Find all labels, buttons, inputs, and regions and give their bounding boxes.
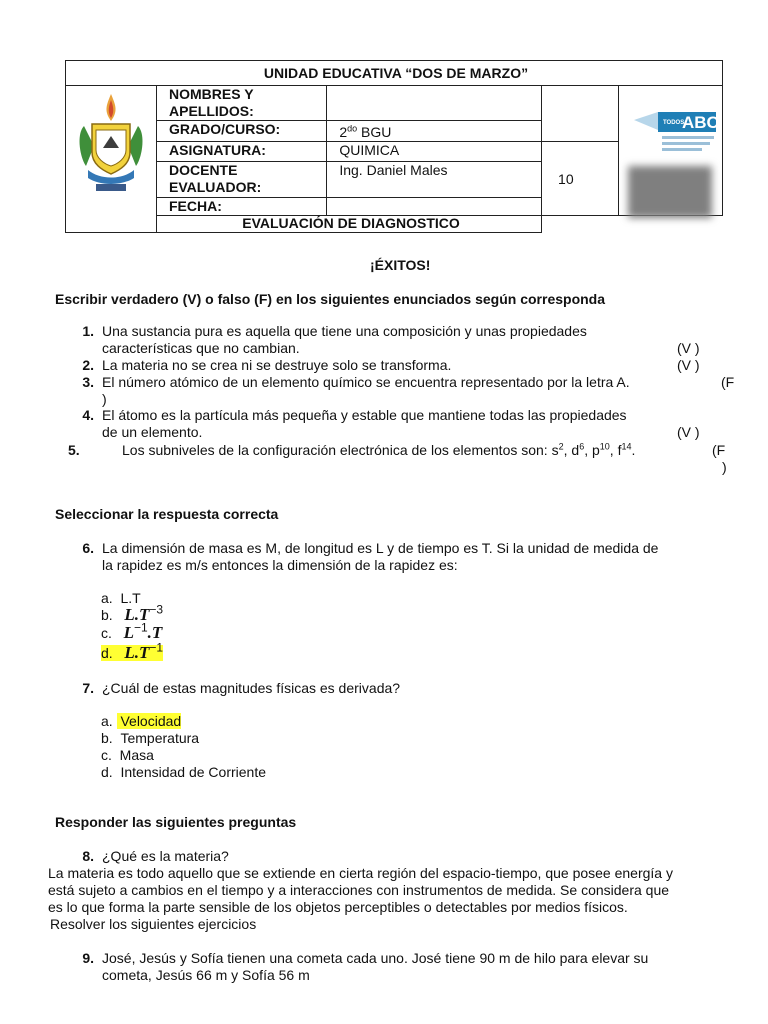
q3-answer-open[interactable]: (F [721, 374, 735, 390]
names-value[interactable] [327, 86, 542, 121]
q6-option-a[interactable]: a. L.T [101, 590, 141, 606]
q7-option-a[interactable]: a. Velocidad [101, 713, 182, 729]
answer-line3: es lo que forma la parte sensible de los objetos perceptibles o detectables por medios físicos. [48, 899, 628, 915]
q8-text: ¿Qué es la materia? [102, 848, 229, 864]
section1-title: Escribir verdadero (V) o falso (F) en los siguientes enunciados según corresponda [55, 291, 606, 307]
q4-text-line2: de un elemento. [102, 424, 203, 440]
q3-answer-close: ) [102, 391, 107, 407]
answer-line1: La materia es todo aquello que se extiende en cierta región del espacio-tiempo, que posee energía y [48, 865, 673, 881]
subject-label: ASIGNATURA: [157, 142, 327, 162]
q5-answer-open[interactable]: (F [712, 442, 726, 458]
subject-value: QUIMICA [327, 142, 542, 162]
q9-number: 9. [82, 950, 94, 966]
school-name: UNIDAD EDUCATIVA “DOS DE MARZO” [66, 61, 723, 86]
header-table [65, 60, 723, 233]
section2-title: Seleccionar la respuesta correcta [55, 506, 279, 522]
abc-logo-small: TODOS [663, 120, 685, 126]
q9-text-line1: José, Jesús y Sofía tienen una cometa cada uno. José tiene 90 m de hilo para elevar su [102, 950, 649, 966]
answer-line2: está sujeto a cambios en el tiempo y a interacciones con instrumentos de medida. Se considera que [48, 882, 670, 898]
q7-option-d[interactable]: d. Intensidad de Corriente [101, 764, 267, 780]
q4-number: 4. [82, 407, 94, 423]
q9-text-line2: cometa, Jesús 66 m y Sofía 56 m [102, 967, 310, 983]
q2-number: 2. [82, 357, 94, 373]
q5-answer-close: ) [722, 459, 727, 475]
q4-text-line1: El átomo es la partícula más pequeña y estable que mantiene todas las propiedades [102, 407, 627, 423]
abc-logo [632, 108, 720, 160]
evaluation-title: EVALUACIÓN DE DIAGNOSTICO [157, 216, 542, 233]
score-header-cell [542, 86, 619, 142]
names-label: NOMBRES Y APELLIDOS: [157, 86, 327, 121]
q6-number: 6. [82, 540, 94, 556]
q1-number: 1. [82, 323, 94, 339]
q1-text-line1: Una sustancia pura es aquella que tiene una composición y unas propiedades [102, 323, 587, 339]
teacher-value: Ing. Daniel Males [327, 162, 542, 198]
date-label: FECHA: [157, 198, 327, 216]
q7-option-b[interactable]: b. Temperatura [101, 730, 200, 746]
q1-answer[interactable]: (V ) [677, 340, 700, 356]
q6-text-line2: la rapidez es m/s entonces la dimensión de la rapidez es: [102, 557, 458, 573]
q5-number: 5. [68, 442, 80, 458]
q6-option-c[interactable]: c. $L^{-1}.T$ [101, 620, 163, 642]
answer-line4: Resolver los siguientes ejercicios [50, 916, 257, 932]
date-value[interactable] [327, 198, 542, 216]
teacher-label: DOCENTE EVALUADOR: [157, 162, 327, 198]
q1-text-line2: características que no cambian. [102, 340, 300, 356]
q7-option-c[interactable]: c. Masa [101, 747, 154, 763]
grade-value: $2^{do}$ BGU [327, 121, 542, 142]
q7-text: ¿Cuál de estas magnitudes físicas es derivada? [102, 680, 401, 696]
q8-number: 8. [82, 848, 94, 864]
q4-answer[interactable]: (V ) [677, 424, 700, 440]
grade-label: GRADO/CURSO: [157, 121, 327, 142]
score-value: 10 [542, 142, 619, 216]
school-crest-cell [66, 86, 157, 233]
q7-number: 7. [82, 680, 94, 696]
q2-text: La materia no se crea ni se destruye solo se transforma. [102, 357, 452, 373]
section3-title: Responder las siguientes preguntas [55, 814, 297, 830]
q3-number: 3. [82, 374, 94, 390]
q3-text: El número atómico de un elemento químico se encuentra representado por la letra A. [102, 374, 630, 390]
abc-logo-text: ABC [682, 113, 719, 132]
school-crest-icon [66, 86, 156, 206]
pixelated-image [628, 166, 712, 218]
q6-text-line1: La dimensión de masa es M, de longitud es L y de tiempo es T. Si la unidad de medida de [102, 540, 659, 556]
q6-option-b[interactable]: b. $L.T^{-3}$ [101, 602, 164, 624]
greeting: ¡ÉXITOS! [370, 257, 431, 273]
q5-text: Los subniveles de la configuración electrónica de los elementos son: $s^2$, $d^6$, $p^{10}$, $f^{14}$. [122, 441, 636, 458]
q6-option-d[interactable]: d. $L.T^{-1}$ [101, 640, 164, 662]
q2-answer[interactable]: (V ) [677, 357, 700, 373]
